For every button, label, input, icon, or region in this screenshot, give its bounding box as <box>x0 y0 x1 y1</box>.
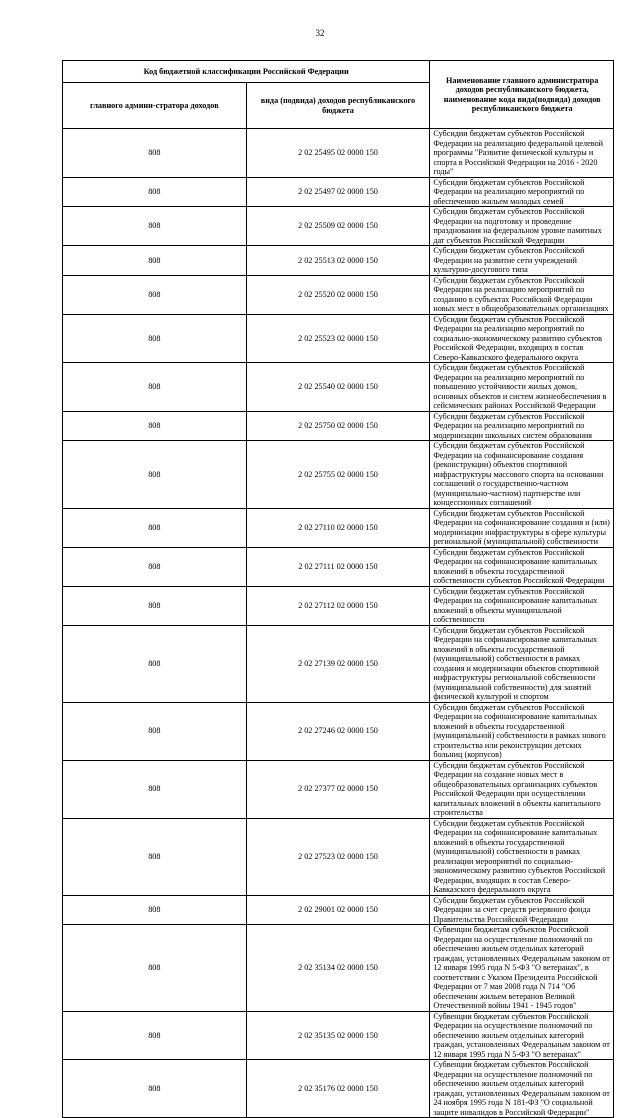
income-code-cell: 2 02 25750 02 0000 150 <box>246 411 430 441</box>
income-code-cell: 2 02 25520 02 0000 150 <box>246 275 430 314</box>
income-code-cell: 2 02 25755 02 0000 150 <box>246 441 430 509</box>
admin-code-cell: 808 <box>63 895 247 925</box>
table-row <box>63 1060 614 1118</box>
admin-code-cell: 808 <box>63 760 247 818</box>
income-name-cell: Субвенции бюджетам субъектов Российской Федерации на осуществление полномочий по обеспечению жильем отдельных категорий граждан, установленных Федеральным законом от 12 января 1995 года N 5-ФЗ "О ветеранах" <box>430 1011 614 1060</box>
income-name-cell: Субсидии бюджетам субъектов Российской Федерации на реализацию федеральной целевой программы "Развитие физической культуры и спорта в Российской Федерации на 2016 - 2020 годы" <box>430 129 614 178</box>
table-row <box>63 246 614 276</box>
kbk-group-header: Код бюджетной классификации Российской Федерации <box>63 61 430 83</box>
income-name-cell: Субсидии бюджетам субъектов Российской Федерации на софинансирование создания (реконструкции) объектов спортивной инфраструктуры массового спорта на основании соглашений о государственно-частном (муниципально-частном) партнерстве или концессионных соглашений <box>430 441 614 509</box>
income-code-cell: 2 02 25497 02 0000 150 <box>246 177 430 207</box>
table-row <box>63 207 614 246</box>
admin-code-cell: 808 <box>63 586 247 625</box>
admin-code-cell: 808 <box>63 625 247 702</box>
name-column-header: Наименование главного администратора доходов республиканского бюджета, наименование кода вида(подвида) доходов республиканского бюджета <box>430 61 614 129</box>
table-row <box>63 275 614 314</box>
income-name-cell: Субвенции бюджетам субъектов Российской Федерации на осуществление полномочий по обеспечению жильем отдельных категорий граждан, установленных Федеральным законом от 12 января 1995 года N 5-ФЗ "О ветеранах", в соответствии с Указом Президента Российской Федерации от 7 мая 2008 года N 714 "Об обеспечении жильем ветеранов Великой Отечественной войны 1941 - 1945 годов" <box>430 925 614 1012</box>
table-row <box>63 895 614 925</box>
admin-code-cell: 808 <box>63 275 247 314</box>
income-name-cell: Субсидии бюджетам субъектов Российской Федерации на софинансирование создания и (или) модернизации инфраструктуры в сфере культуры региональной (муниципальной) собственности <box>430 508 614 547</box>
income-name-cell: Субсидии бюджетам субъектов Российской Федерации на реализацию мероприятий по социально-экономическому развитию субъектов Российской Федерации, входящих в состав Северо-Кавказского федерального округа <box>430 314 614 363</box>
income-name-cell: Субсидии бюджетам субъектов Российской Федерации за счет средств резервного фонда Правительства Российской Федерации <box>430 895 614 925</box>
income-name-cell: Субсидии бюджетам субъектов Российской Федерации на софинансирование капитальных вложений в объекты муниципальной собственности <box>430 586 614 625</box>
income-code-cell: 2 02 25509 02 0000 150 <box>246 207 430 246</box>
admin-column-header: главного админи-стратора доходов <box>63 83 247 129</box>
income-name-cell: Субсидии бюджетам субъектов Российской Федерации на подготовку и проведение празднования на федеральном уровне памятных дат субъектов Российской Федерации <box>430 207 614 246</box>
income-name-cell: Субсидии бюджетам субъектов Российской Федерации на реализацию мероприятий по повышению устойчивости жилых домов, основных объектов и систем жизнеобеспечения в сейсмических районах Российской Федерации <box>430 363 614 412</box>
income-code-cell: 2 02 27246 02 0000 150 <box>246 702 430 760</box>
income-code-cell: 2 02 27139 02 0000 150 <box>246 625 430 702</box>
table-row <box>63 1011 614 1060</box>
income-code-cell: 2 02 25513 02 0000 150 <box>246 246 430 276</box>
table-row <box>63 129 614 178</box>
income-name-cell: Субсидии бюджетам субъектов Российской Федерации на софинансирование капитальных вложений в объекты государственной собственности субъектов Российской Федерации <box>430 547 614 586</box>
admin-code-cell: 808 <box>63 1011 247 1060</box>
table-row <box>63 177 614 207</box>
income-code-cell: 2 02 35135 02 0000 150 <box>246 1011 430 1060</box>
admin-code-cell: 808 <box>63 177 247 207</box>
table-row <box>63 411 614 441</box>
income-name-cell: Субсидии бюджетам субъектов Российской Федерации на реализацию мероприятий по модернизации школьных систем образования <box>430 411 614 441</box>
admin-code-cell: 808 <box>63 363 247 412</box>
table-row <box>63 508 614 547</box>
income-name-cell: Субсидии бюджетам субъектов Российской Федерации на реализацию мероприятий по созданию в субъектах Российской Федерации новых мест в общеобразовательных организациях <box>430 275 614 314</box>
income-name-cell: Субсидии бюджетам субъектов Российской Федерации на реализацию мероприятий по обеспечению жильем молодых семей <box>430 177 614 207</box>
income-code-cell: 2 02 27112 02 0000 150 <box>246 586 430 625</box>
table-row <box>63 363 614 412</box>
income-name-cell: Субсидии бюджетам субъектов Российской Федерации на развитие сети учреждений культурно-досугового типа <box>430 246 614 276</box>
income-code-cell: 2 02 25523 02 0000 150 <box>246 314 430 363</box>
table-row <box>63 547 614 586</box>
income-code-cell: 2 02 35176 02 0000 150 <box>246 1060 430 1118</box>
admin-code-cell: 808 <box>63 314 247 363</box>
table-row <box>63 441 614 509</box>
income-code-cell: 2 02 27111 02 0000 150 <box>246 547 430 586</box>
admin-code-cell: 808 <box>63 925 247 1012</box>
page-number: 32 <box>315 28 325 38</box>
income-code-cell: 2 02 29001 02 0000 150 <box>246 895 430 925</box>
admin-code-cell: 808 <box>63 818 247 895</box>
table-row <box>63 586 614 625</box>
income-code-cell: 2 02 27523 02 0000 150 <box>246 818 430 895</box>
budget-classification-table <box>62 60 614 1118</box>
income-code-cell: 2 02 27110 02 0000 150 <box>246 508 430 547</box>
admin-code-cell: 808 <box>63 508 247 547</box>
table-row <box>63 760 614 818</box>
admin-code-cell: 808 <box>63 246 247 276</box>
income-code-cell: 2 02 25540 02 0000 150 <box>246 363 430 412</box>
admin-code-cell: 808 <box>63 129 247 178</box>
income-code-cell: 2 02 25495 02 0000 150 <box>246 129 430 178</box>
income-name-cell: Субсидии бюджетам субъектов Российской Федерации на софинансирование капитальных вложений в объекты государственной (муниципальной) собственности в рамках нового строительства или реконструкции детских больниц (корпусов) <box>430 702 614 760</box>
income-code-cell: 2 02 35134 02 0000 150 <box>246 925 430 1012</box>
income-name-cell: Субсидии бюджетам субъектов Российской Федерации на софинансирование капитальных вложений в объекты государственной (муниципальной) собственности в рамках создания и модернизации объектов спортивной инфраструктуры региональной собственности (муниципальной собственности) для занятий физической культурой и спортом <box>430 625 614 702</box>
admin-code-cell: 808 <box>63 411 247 441</box>
income-name-cell: Субсидии бюджетам субъектов Российской Федерации на софинансирование капитальных вложений в объекты государственной (муниципальной) собственности в рамках реализации мероприятий по социально-экономическому развитию субъектов Российской Федерации, входящих в состав Северо-Кавказского федерального округа <box>430 818 614 895</box>
admin-code-cell: 808 <box>63 547 247 586</box>
table-body <box>63 129 614 1118</box>
admin-code-cell: 808 <box>63 702 247 760</box>
table-row <box>63 625 614 702</box>
type-column-header: вида (подвида) доходов республиканского бюджета <box>246 83 430 129</box>
admin-code-cell: 808 <box>63 1060 247 1118</box>
income-code-cell: 2 02 27377 02 0000 150 <box>246 760 430 818</box>
table-row <box>63 925 614 1012</box>
table-row <box>63 702 614 760</box>
admin-code-cell: 808 <box>63 207 247 246</box>
admin-code-cell: 808 <box>63 441 247 509</box>
income-name-cell: Субвенции бюджетам субъектов Российской Федерации на осуществление полномочий по обеспечению жильем отдельных категорий граждан, установленных Федеральным законом от 24 ноября 1995 года N 181-ФЗ "О социальной защите инвалидов в Российской Федерации" <box>430 1060 614 1118</box>
income-name-cell: Субсидии бюджетам субъектов Российской Федерации на создание новых мест в общеобразовательных организациях субъектов Российской Федерации при осуществлении капитальных вложений в объекты капитального строительства <box>430 760 614 818</box>
table-row <box>63 314 614 363</box>
table-row <box>63 818 614 895</box>
